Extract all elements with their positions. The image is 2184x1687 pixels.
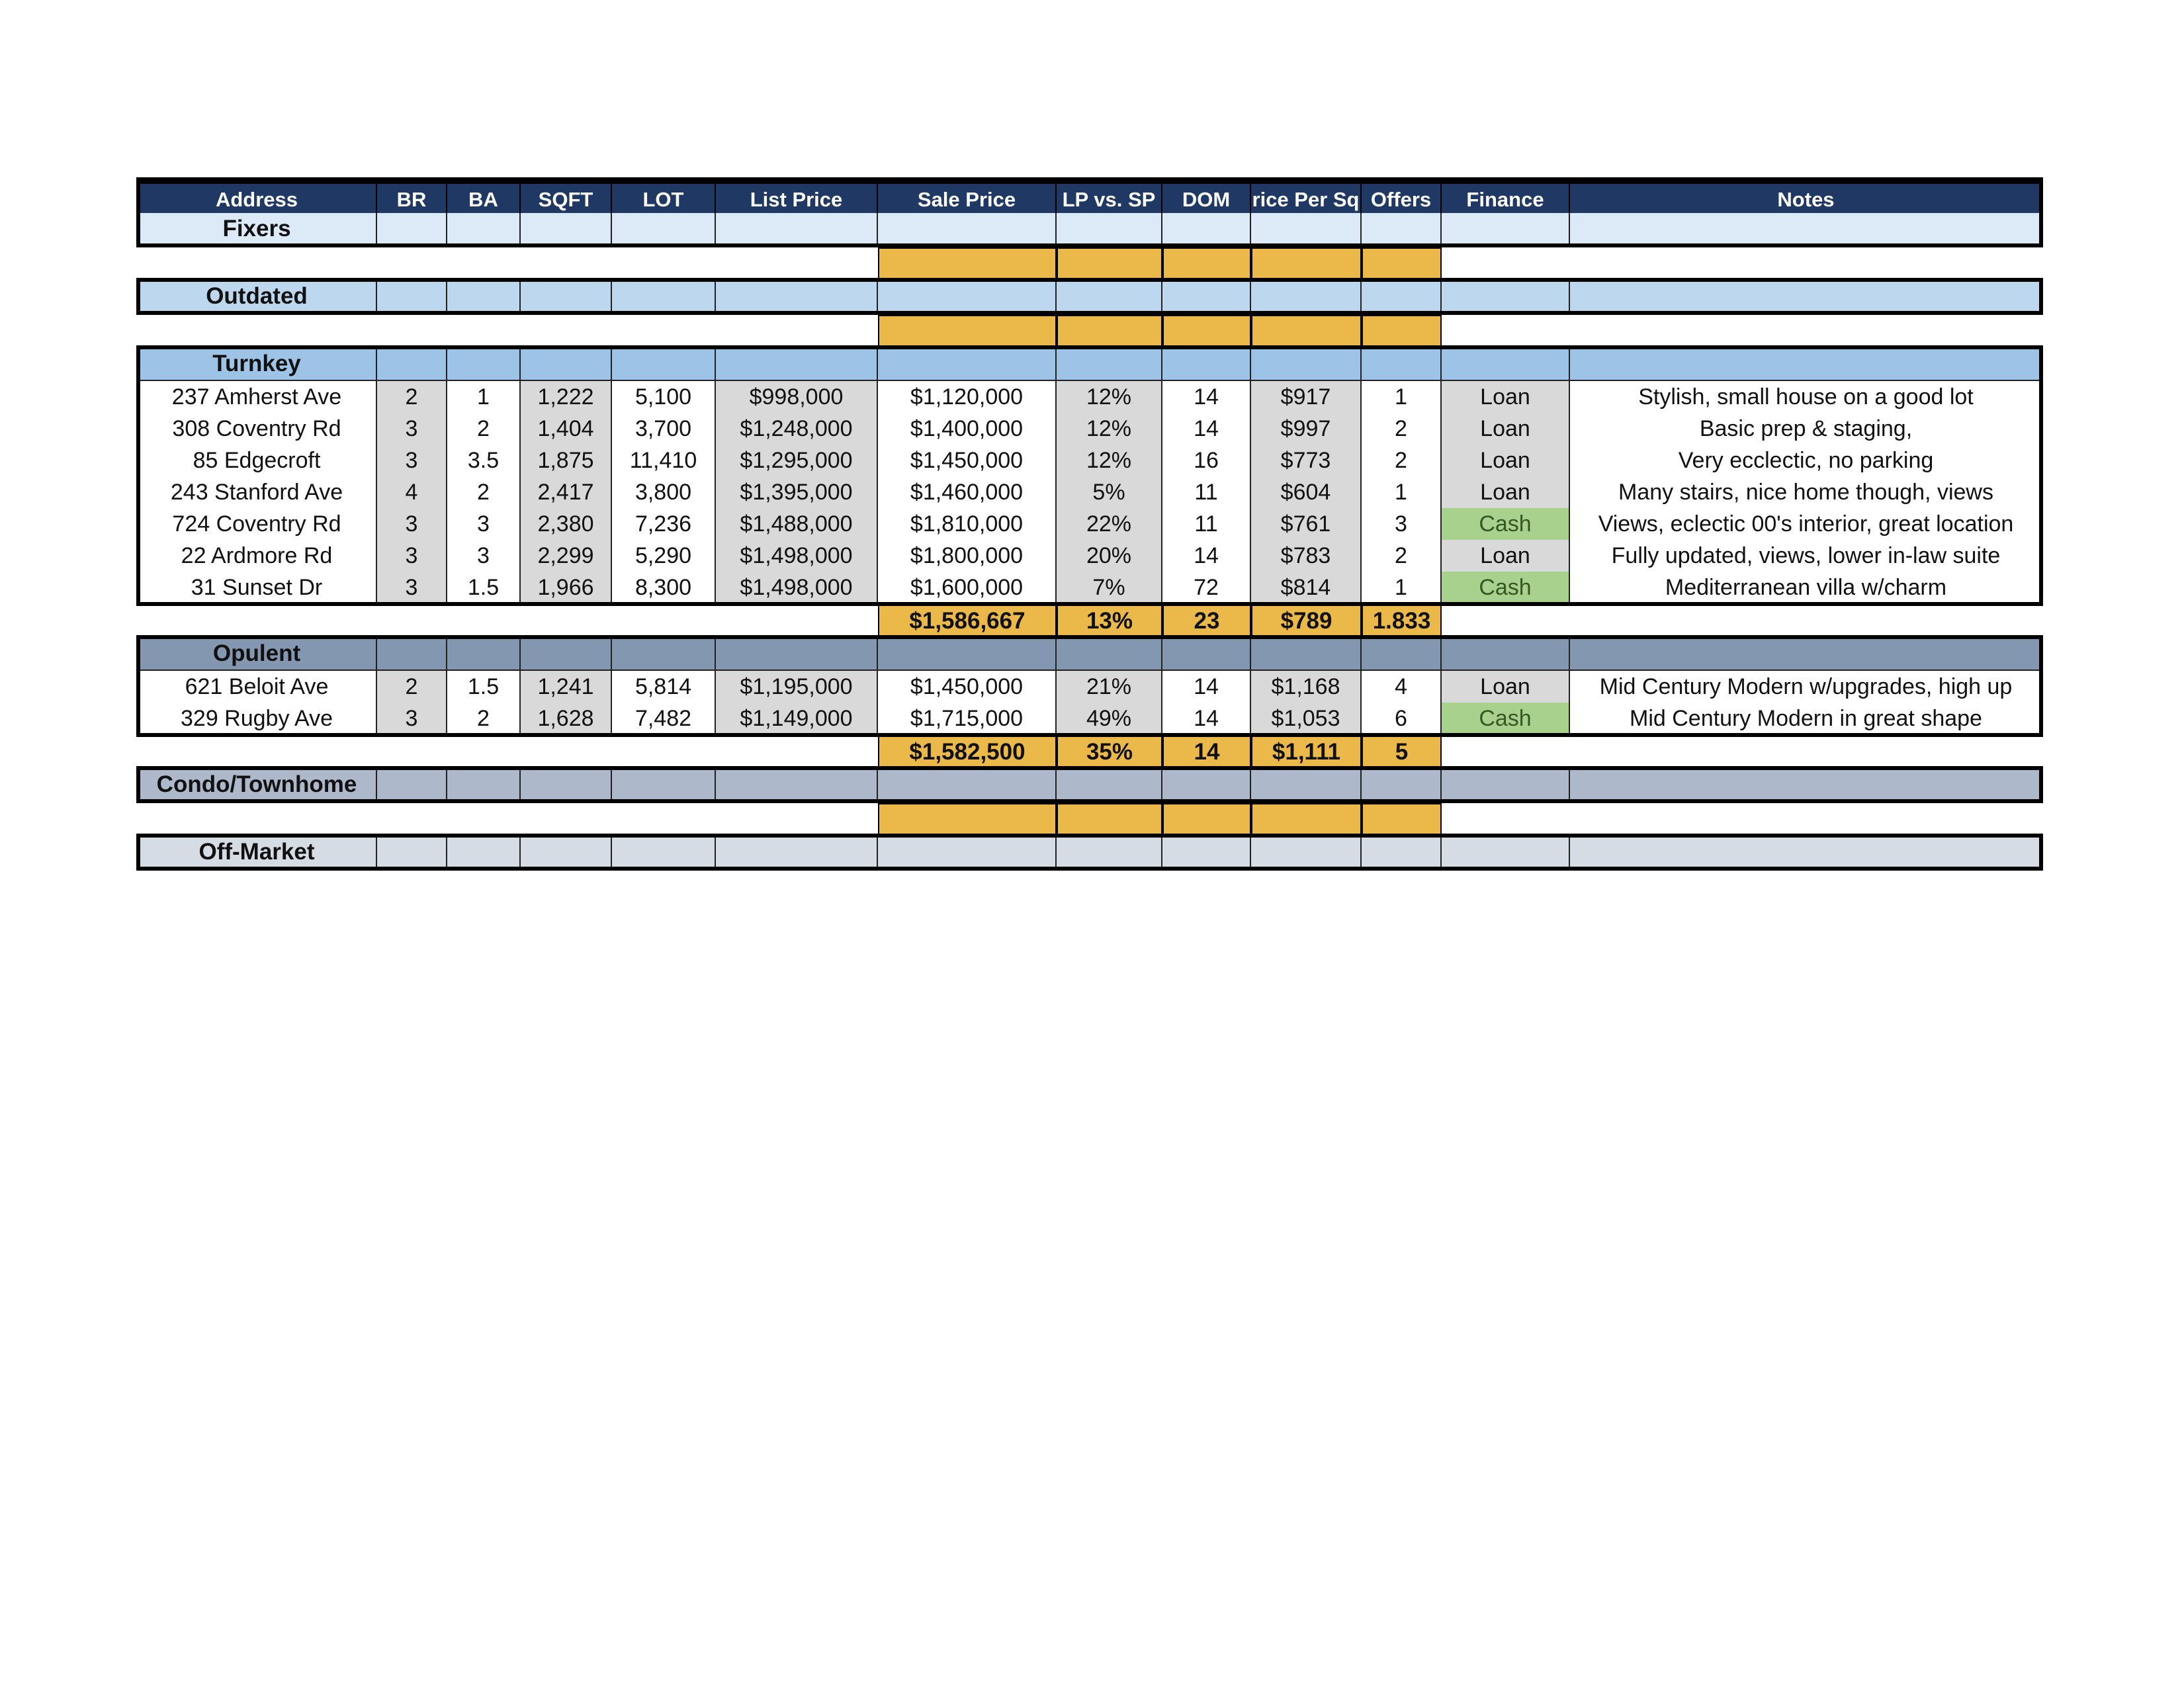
col-header-sqft[interactable]: SQFT (521, 184, 612, 217)
ba-cell[interactable]: 3 (447, 508, 521, 541)
br-cell[interactable]: 2 (377, 671, 447, 704)
sale-price-cell[interactable]: $1,450,000 (878, 671, 1057, 704)
lp-vs-sp-cell[interactable]: 12% (1057, 381, 1162, 414)
lot-cell[interactable]: 3,700 (612, 413, 716, 446)
summary-sale[interactable]: $1,582,500 (878, 736, 1057, 769)
col-header-br[interactable]: BR (377, 184, 447, 217)
empty-cell[interactable] (1570, 281, 2043, 314)
list-price-cell[interactable]: $998,000 (716, 381, 878, 414)
address-cell[interactable]: 243 Stanford Ave (136, 476, 377, 509)
notes-cell[interactable]: Stylish, small house on a good lot (1570, 381, 2043, 414)
ba-cell[interactable]: 2 (447, 476, 521, 509)
finance-cell[interactable]: Loan (1442, 540, 1570, 573)
dom-cell[interactable]: 11 (1162, 508, 1251, 541)
ba-cell[interactable]: 2 (447, 703, 521, 736)
empty-cell[interactable] (716, 281, 878, 314)
lp-vs-sp-cell[interactable]: 20% (1057, 540, 1162, 573)
category-row-off-market (136, 836, 2043, 869)
empty-cell[interactable] (377, 769, 447, 802)
finance-cell[interactable]: Loan (1442, 445, 1570, 478)
empty-cell[interactable] (1251, 348, 1362, 381)
summary-offers[interactable] (1362, 315, 1442, 348)
category-row-condo (136, 769, 2043, 802)
table-row (136, 508, 2043, 541)
summary-dom[interactable]: 14 (1162, 736, 1251, 769)
empty-cell[interactable] (521, 836, 612, 869)
lot-cell[interactable]: 5,290 (612, 540, 716, 573)
sqft-cell[interactable]: 2,417 (521, 476, 612, 509)
dom-cell[interactable]: 11 (1162, 476, 1251, 509)
summary-ppsf[interactable] (1251, 247, 1362, 281)
offers-cell[interactable]: 2 (1362, 540, 1442, 573)
price-per-sq-cell[interactable]: $1,168 (1251, 671, 1362, 704)
empty-cell[interactable] (612, 213, 716, 246)
list-price-cell[interactable]: $1,395,000 (716, 476, 878, 509)
address-cell[interactable]: 329 Rugby Ave (136, 703, 377, 736)
price-per-sq-cell[interactable]: $997 (1251, 413, 1362, 446)
summary-sale[interactable] (878, 803, 1057, 836)
empty-cell[interactable] (447, 769, 521, 802)
ba-cell[interactable]: 1.5 (447, 671, 521, 704)
sqft-cell[interactable]: 1,222 (521, 381, 612, 414)
summary-offers[interactable] (1362, 803, 1442, 836)
empty-cell[interactable] (1570, 348, 2043, 381)
br-cell[interactable]: 3 (377, 413, 447, 446)
price-per-sq-cell[interactable]: $917 (1251, 381, 1362, 414)
category-row-turnkey (136, 348, 2043, 381)
sale-price-cell[interactable]: $1,600,000 (878, 572, 1057, 605)
empty-cell[interactable] (1251, 638, 1362, 671)
finance-cell[interactable]: Loan (1442, 381, 1570, 414)
category-row-outdated (136, 281, 2043, 314)
col-header-price-per-sq[interactable]: rice Per Sq (1251, 184, 1362, 217)
empty-cell[interactable] (878, 281, 1057, 314)
summary-row-turnkey (136, 605, 2043, 638)
category-label[interactable]: Fixers (136, 213, 377, 246)
dom-cell[interactable]: 14 (1162, 671, 1251, 704)
col-header-sale-price[interactable]: Sale Price (878, 184, 1057, 217)
empty-cell[interactable] (878, 638, 1057, 671)
summary-sale[interactable] (878, 247, 1057, 281)
col-header-list-price[interactable]: List Price (716, 184, 878, 217)
category-row-fixers (136, 213, 2043, 246)
sqft-cell[interactable]: 2,299 (521, 540, 612, 573)
summary-sale[interactable] (878, 315, 1057, 348)
category-row-opulent (136, 638, 2043, 671)
finance-cell[interactable]: Cash (1442, 508, 1570, 541)
summary-row-condo (136, 803, 2043, 836)
summary-row-opulent (136, 736, 2043, 769)
offers-cell[interactable]: 4 (1362, 671, 1442, 704)
empty-cell[interactable] (1362, 281, 1442, 314)
address-cell[interactable]: 724 Coventry Rd (136, 508, 377, 541)
empty-cell[interactable] (1442, 769, 1570, 802)
sqft-cell[interactable]: 2,380 (521, 508, 612, 541)
list-price-cell[interactable]: $1,295,000 (716, 445, 878, 478)
lot-cell[interactable]: 11,410 (612, 445, 716, 478)
col-header-finance[interactable]: Finance (1442, 184, 1570, 217)
br-cell[interactable]: 3 (377, 540, 447, 573)
finance-cell[interactable]: Cash (1442, 572, 1570, 605)
empty-cell[interactable] (1057, 213, 1162, 246)
empty-cell[interactable] (716, 213, 878, 246)
lp-vs-sp-cell[interactable]: 22% (1057, 508, 1162, 541)
empty-cell[interactable] (447, 281, 521, 314)
col-header-offers[interactable]: Offers (1362, 184, 1442, 217)
summary-dom[interactable] (1162, 247, 1251, 281)
sale-price-cell[interactable]: $1,460,000 (878, 476, 1057, 509)
empty-cell[interactable] (1442, 281, 1570, 314)
sqft-cell[interactable]: 1,875 (521, 445, 612, 478)
empty-cell[interactable] (1362, 213, 1442, 246)
offers-cell[interactable]: 6 (1362, 703, 1442, 736)
summary-row-outdated (136, 315, 2043, 348)
finance-cell[interactable]: Loan (1442, 671, 1570, 704)
empty-cell[interactable] (612, 836, 716, 869)
table-row (136, 671, 2043, 704)
empty-cell[interactable] (521, 213, 612, 246)
notes-cell[interactable]: Basic prep & staging, (1570, 413, 2043, 446)
empty-cell[interactable] (1251, 281, 1362, 314)
summary-offers[interactable]: 1.833 (1362, 605, 1442, 638)
empty-cell[interactable] (377, 348, 447, 381)
empty-cell[interactable] (1162, 769, 1251, 802)
summary-row-fixers (136, 247, 2043, 281)
col-header-dom[interactable]: DOM (1162, 184, 1251, 217)
notes-cell[interactable]: Mediterranean villa w/charm (1570, 572, 2043, 605)
empty-cell[interactable] (1251, 836, 1362, 869)
lp-vs-sp-cell[interactable]: 12% (1057, 413, 1162, 446)
list-price-cell[interactable]: $1,488,000 (716, 508, 878, 541)
empty-cell[interactable] (716, 836, 878, 869)
header-row (136, 180, 2043, 217)
empty-cell[interactable] (1570, 769, 2043, 802)
sale-price-cell[interactable]: $1,715,000 (878, 703, 1057, 736)
summary-dom[interactable]: 23 (1162, 605, 1251, 638)
empty-cell[interactable] (377, 638, 447, 671)
empty-cell[interactable] (1162, 281, 1251, 314)
empty-cell[interactable] (1162, 638, 1251, 671)
sqft-cell[interactable]: 1,628 (521, 703, 612, 736)
lp-vs-sp-cell[interactable]: 21% (1057, 671, 1162, 704)
empty-cell[interactable] (1442, 213, 1570, 246)
finance-cell[interactable]: Loan (1442, 413, 1570, 446)
dom-cell[interactable]: 14 (1162, 413, 1251, 446)
br-cell[interactable]: 3 (377, 508, 447, 541)
price-per-sq-cell[interactable]: $773 (1251, 445, 1362, 478)
summary-offers[interactable]: 5 (1362, 736, 1442, 769)
empty-cell[interactable] (377, 281, 447, 314)
price-per-sq-cell[interactable]: $783 (1251, 540, 1362, 573)
offers-cell[interactable]: 1 (1362, 381, 1442, 414)
empty-cell[interactable] (447, 638, 521, 671)
list-price-cell[interactable]: $1,195,000 (716, 671, 878, 704)
sqft-cell[interactable]: 1,241 (521, 671, 612, 704)
notes-cell[interactable]: Very ecclectic, no parking (1570, 445, 2043, 478)
summary-lpsp[interactable] (1057, 803, 1162, 836)
lp-vs-sp-cell[interactable]: 49% (1057, 703, 1162, 736)
lot-cell[interactable]: 7,482 (612, 703, 716, 736)
price-per-sq-cell[interactable]: $814 (1251, 572, 1362, 605)
offers-cell[interactable]: 1 (1362, 572, 1442, 605)
dom-cell[interactable]: 16 (1162, 445, 1251, 478)
address-cell[interactable]: 22 Ardmore Rd (136, 540, 377, 573)
col-header-address[interactable]: Address (136, 184, 377, 217)
col-header-lot[interactable]: LOT (612, 184, 716, 217)
address-cell[interactable]: 308 Coventry Rd (136, 413, 377, 446)
empty-cell[interactable] (377, 213, 447, 246)
lp-vs-sp-cell[interactable]: 12% (1057, 445, 1162, 478)
notes-cell[interactable]: Many stairs, nice home though, views (1570, 476, 2043, 509)
list-price-cell[interactable]: $1,248,000 (716, 413, 878, 446)
offers-cell[interactable]: 1 (1362, 476, 1442, 509)
sale-price-cell[interactable]: $1,120,000 (878, 381, 1057, 414)
empty-cell[interactable] (1570, 836, 2043, 869)
list-price-cell[interactable]: $1,149,000 (716, 703, 878, 736)
summary-dom[interactable] (1162, 315, 1251, 348)
empty-cell[interactable] (1362, 769, 1442, 802)
address-cell[interactable]: 31 Sunset Dr (136, 572, 377, 605)
summary-offers[interactable] (1362, 247, 1442, 281)
empty-cell[interactable] (1570, 638, 2043, 671)
empty-cell[interactable] (521, 281, 612, 314)
price-per-sq-cell[interactable]: $604 (1251, 476, 1362, 509)
empty-cell[interactable] (1057, 281, 1162, 314)
dom-cell[interactable]: 14 (1162, 381, 1251, 414)
sale-price-cell[interactable]: $1,800,000 (878, 540, 1057, 573)
col-header-lp-vs-sp[interactable]: LP vs. SP (1057, 184, 1162, 217)
offers-cell[interactable]: 2 (1362, 445, 1442, 478)
summary-sale[interactable]: $1,586,667 (878, 605, 1057, 638)
lot-cell[interactable]: 5,100 (612, 381, 716, 414)
empty-cell[interactable] (1162, 213, 1251, 246)
notes-cell[interactable]: Mid Century Modern in great shape (1570, 703, 2043, 736)
lot-cell[interactable]: 8,300 (612, 572, 716, 605)
address-cell[interactable]: 85 Edgecroft (136, 445, 377, 478)
empty-cell[interactable] (1162, 836, 1251, 869)
empty-cell[interactable] (1251, 213, 1362, 246)
summary-ppsf[interactable]: $1,111 (1251, 736, 1362, 769)
list-price-cell[interactable]: $1,498,000 (716, 540, 878, 573)
ba-cell[interactable]: 2 (447, 413, 521, 446)
list-price-cell[interactable]: $1,498,000 (716, 572, 878, 605)
dom-cell[interactable]: 14 (1162, 703, 1251, 736)
empty-cell[interactable] (1057, 769, 1162, 802)
empty-cell[interactable] (612, 638, 716, 671)
sqft-cell[interactable]: 1,404 (521, 413, 612, 446)
summary-lpsp[interactable]: 13% (1057, 605, 1162, 638)
lp-vs-sp-cell[interactable]: 7% (1057, 572, 1162, 605)
price-per-sq-cell[interactable]: $1,053 (1251, 703, 1362, 736)
empty-cell[interactable] (1570, 213, 2043, 246)
br-cell[interactable]: 3 (377, 445, 447, 478)
table-row (136, 381, 2043, 414)
sale-price-cell[interactable]: $1,450,000 (878, 445, 1057, 478)
br-cell[interactable]: 3 (377, 572, 447, 605)
empty-cell[interactable] (447, 348, 521, 381)
empty-cell[interactable] (878, 213, 1057, 246)
summary-dom[interactable] (1162, 803, 1251, 836)
empty-cell[interactable] (1057, 836, 1162, 869)
lot-cell[interactable]: 3,800 (612, 476, 716, 509)
br-cell[interactable]: 3 (377, 703, 447, 736)
empty-cell[interactable] (521, 638, 612, 671)
finance-cell[interactable]: Loan (1442, 476, 1570, 509)
empty-cell[interactable] (1162, 348, 1251, 381)
lot-cell[interactable]: 7,236 (612, 508, 716, 541)
empty-cell[interactable] (1057, 638, 1162, 671)
ba-cell[interactable]: 3.5 (447, 445, 521, 478)
empty-cell[interactable] (612, 348, 716, 381)
br-cell[interactable]: 4 (377, 476, 447, 509)
address-cell[interactable]: 237 Amherst Ave (136, 381, 377, 414)
finance-cell[interactable]: Cash (1442, 703, 1570, 736)
empty-cell[interactable] (521, 769, 612, 802)
table-row (136, 476, 2043, 509)
lp-vs-sp-cell[interactable]: 5% (1057, 476, 1162, 509)
summary-ppsf[interactable]: $789 (1251, 605, 1362, 638)
empty-cell[interactable] (1362, 638, 1442, 671)
empty-cell[interactable] (447, 836, 521, 869)
table-row (136, 445, 2043, 478)
empty-cell[interactable] (1251, 769, 1362, 802)
summary-ppsf[interactable] (1251, 803, 1362, 836)
empty-cell[interactable] (878, 836, 1057, 869)
empty-cell[interactable] (716, 638, 878, 671)
summary-lpsp[interactable]: 35% (1057, 736, 1162, 769)
empty-cell[interactable] (521, 348, 612, 381)
empty-cell[interactable] (1442, 348, 1570, 381)
empty-cell[interactable] (612, 769, 716, 802)
dom-cell[interactable]: 14 (1162, 540, 1251, 573)
notes-cell[interactable]: Fully updated, views, lower in-law suite (1570, 540, 2043, 573)
category-label[interactable]: Condo/Townhome (136, 769, 377, 802)
empty-cell[interactable] (447, 213, 521, 246)
table-row (136, 413, 2043, 446)
category-label[interactable]: Off-Market (136, 836, 377, 869)
empty-cell[interactable] (1057, 348, 1162, 381)
summary-ppsf[interactable] (1251, 315, 1362, 348)
empty-cell[interactable] (716, 769, 878, 802)
lot-cell[interactable]: 5,814 (612, 671, 716, 704)
table-row (136, 572, 2043, 605)
notes-cell[interactable]: Views, eclectic 00's interior, great location (1570, 508, 2043, 541)
br-cell[interactable]: 2 (377, 381, 447, 414)
ba-cell[interactable]: 1 (447, 381, 521, 414)
table-row (136, 540, 2043, 573)
ba-cell[interactable]: 3 (447, 540, 521, 573)
summary-lpsp[interactable] (1057, 315, 1162, 348)
empty-cell[interactable] (878, 769, 1057, 802)
empty-cell[interactable] (878, 348, 1057, 381)
notes-cell[interactable]: Mid Century Modern w/upgrades, high up (1570, 671, 2043, 704)
summary-lpsp[interactable] (1057, 247, 1162, 281)
category-label[interactable]: Turnkey (136, 348, 377, 381)
col-header-ba[interactable]: BA (447, 184, 521, 217)
address-cell[interactable]: 621 Beloit Ave (136, 671, 377, 704)
sale-price-cell[interactable]: $1,400,000 (878, 413, 1057, 446)
empty-cell[interactable] (716, 348, 878, 381)
category-label[interactable]: Outdated (136, 281, 377, 314)
empty-cell[interactable] (1362, 348, 1442, 381)
table-row (136, 703, 2043, 736)
col-header-notes[interactable]: Notes (1570, 184, 2043, 217)
empty-cell[interactable] (1442, 638, 1570, 671)
empty-cell[interactable] (1362, 836, 1442, 869)
dom-cell[interactable]: 72 (1162, 572, 1251, 605)
offers-cell[interactable]: 2 (1362, 413, 1442, 446)
empty-cell[interactable] (1442, 836, 1570, 869)
ba-cell[interactable]: 1.5 (447, 572, 521, 605)
empty-cell[interactable] (612, 281, 716, 314)
category-label[interactable]: Opulent (136, 638, 377, 671)
offers-cell[interactable]: 3 (1362, 508, 1442, 541)
sale-price-cell[interactable]: $1,810,000 (878, 508, 1057, 541)
price-per-sq-cell[interactable]: $761 (1251, 508, 1362, 541)
empty-cell[interactable] (377, 836, 447, 869)
sqft-cell[interactable]: 1,966 (521, 572, 612, 605)
